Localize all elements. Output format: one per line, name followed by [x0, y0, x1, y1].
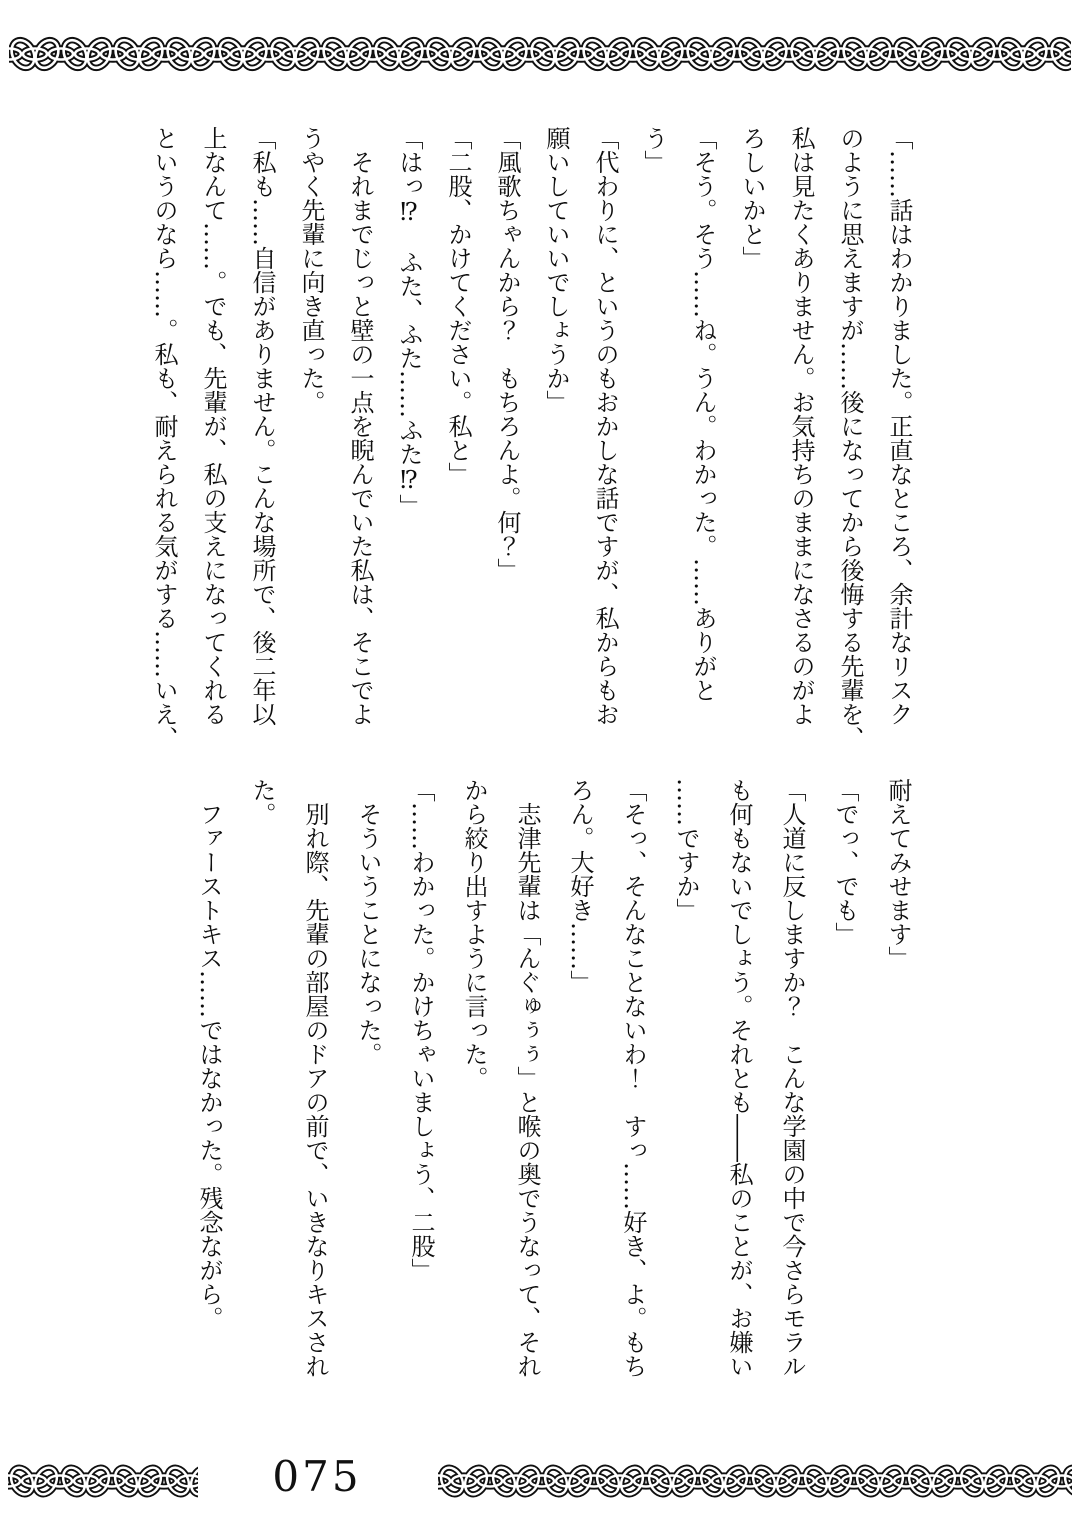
text-line: 「そう。そう……ね。うん。わかった。……ありがと	[689, 126, 717, 702]
text-line: 私は見たくありません。お気持ちのままになさるのがよ	[787, 126, 815, 726]
page-number: 075	[272, 1452, 362, 1501]
text-line: というのなら……。私も、耐えられる気がする……いえ、	[150, 126, 178, 750]
text-line: ろん。大好き……」	[566, 778, 594, 994]
text-line: から絞り出すように言った。	[460, 778, 488, 1090]
lower-text-block	[182, 778, 924, 1418]
text-line: う」	[640, 126, 668, 174]
text-line: 耐えてみせます」	[884, 778, 912, 970]
text-line: ろしいかと」	[738, 126, 766, 270]
text-line: 志津先輩は「んぐゅぅぅ」と喉の奥でうなって、それ	[513, 802, 541, 1378]
text-line: 「人道に反しますか？ こんな学園の中で今さらモラル	[778, 778, 806, 1378]
text-line: 上なんて……。でも、先輩が、私の支えになってくれる	[199, 126, 227, 726]
text-line: も何もないでしょう。それとも――私のことが、お嫌い	[725, 778, 753, 1378]
text-line: うやく先輩に向き直った。	[297, 126, 325, 414]
text-line: 「でっ、でも」	[831, 778, 859, 946]
text-line: 「私も……自信がありません。こんな場所で、後二年以	[248, 126, 276, 726]
text-line: 「……わかった。かけちゃいましょう、二股」	[407, 778, 435, 1282]
text-line: 「……話はわかりました。正直なところ、余計なリスク	[885, 126, 913, 726]
text-line: 「代わりに、というのもおかしな話ですが、私からもお	[591, 126, 619, 726]
text-line: 「そっ、そんなことないわ！ すっ……好き、よ。もち	[619, 778, 647, 1378]
footer-chain-left-ornament	[8, 1458, 198, 1504]
text-line: それまでじっと壁の一点を睨んでいた私は、そこでよ	[346, 150, 374, 726]
text-line: 「風歌ちゃんから？ もちろんよ。何？」	[493, 126, 521, 582]
text-line: そういうことになった。	[354, 802, 382, 1066]
text-line: 「二股、かけてください。私と」	[444, 126, 472, 486]
footer-chain-right-ornament	[438, 1458, 1072, 1504]
text-line: ファーストキス……ではなかった。残念ながら。	[195, 802, 223, 1330]
text-line: た。	[248, 778, 276, 826]
text-line: 別れ際、先輩の部屋のドアの前で、いきなりキスされ	[301, 802, 329, 1378]
top-chain-border-ornament	[9, 30, 1071, 78]
text-line: のように思えますが……後になってから後悔する先輩を、	[836, 126, 864, 750]
upper-text-block	[139, 126, 923, 760]
text-line: ……ですか」	[672, 778, 700, 922]
text-line: 願いしていいでしょうか」	[542, 126, 570, 414]
text-line: 「はっ⁉ ふた、ふた……ふた⁉」	[395, 126, 423, 518]
